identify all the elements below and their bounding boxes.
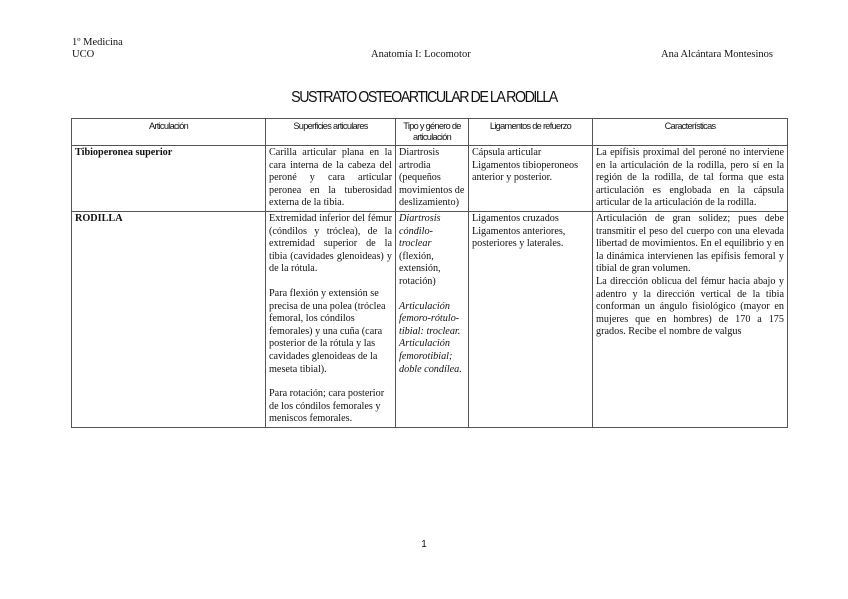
header-subject: Anatomía I: Locomotor bbox=[371, 49, 471, 60]
cell-ligamentos: Ligamentos cruzados Ligamentos anteriores, posteriores y laterales. bbox=[469, 211, 593, 427]
cell-articulacion: Tibioperonea superior bbox=[72, 146, 266, 212]
col-header-caracteristicas: Características bbox=[593, 119, 788, 146]
table-header-row bbox=[72, 119, 788, 146]
cell-superficies: Carilla articular plana en la cara interna de la cabeza del peroné y cara articular peronea en la tuberosidad externa de la tibia. bbox=[266, 146, 396, 212]
caracteristicas-paragraph: La dirección oblicua del fémur hacia abajo y adentro y la dirección vertical de la tibia conforman un ángulo fisiológico (mayor en mujeres que en hombres) de 170 a 175 grados. Recibe el nombre de valgus bbox=[596, 275, 784, 338]
cell-superficies bbox=[266, 211, 396, 427]
tipo-italic: Articulación femoro-rótulo-tibial: troclear. Articulación femorotibial; doble condílea. bbox=[399, 300, 462, 375]
superficies-paragraph: Para flexión y extensión se precisa de una polea (tróclea femoral, los cóndilos femorales) y una cuña (cara posterior de la rótula y las cavidades glenoideas de la meseta tibial). bbox=[269, 287, 386, 375]
header-course: 1º Medicina bbox=[72, 37, 123, 48]
table-row bbox=[72, 211, 788, 427]
superficies-paragraph: Para rotación; cara posterior de los cóndilos femorales y meniscos femorales. bbox=[269, 388, 385, 425]
tipo-italic: Diartrosis cóndilo-troclear bbox=[399, 212, 441, 250]
page-number: 1 bbox=[421, 539, 427, 550]
header-university: UCO bbox=[72, 49, 95, 60]
superficies-paragraph: Extremidad inferior del fémur (cóndilos y tróclea), de la extremidad superior de la tibia (cavidades glenoideas) y de la rótula. bbox=[269, 212, 392, 275]
col-header-ligamentos: Ligamentos de refuerzo bbox=[469, 119, 593, 146]
col-header-tipo: Tipo y género de articulación bbox=[396, 119, 469, 146]
joints-table bbox=[71, 118, 788, 428]
cell-caracteristicas bbox=[593, 211, 788, 427]
tipo-normal: (flexión, extensión, rotación) bbox=[399, 250, 441, 287]
cell-tipo bbox=[396, 211, 469, 427]
cell-caracteristicas: La epífisis proximal del peroné no interviene en la articulación de la rodilla, pero sí en la región de la rodilla, de tal forma que esta articulación es englobada en la cápsula articular de la articulación de la rodilla. bbox=[593, 146, 788, 212]
col-header-superficies: Superficies articulares bbox=[266, 119, 396, 146]
caracteristicas-paragraph: Articulación de gran solidez; pues debe transmitir el peso del cuerpo con una elevada libertad de movimientos. En el equilibrio y en la dinámica intervienen las epífisis femoral y tibial de gran volumen. bbox=[596, 212, 784, 275]
document-title: SUSTRATO OSTEOARTICULAR DE LA RODILLA bbox=[291, 89, 557, 106]
cell-articulacion: RODILLA bbox=[72, 211, 266, 427]
table-row bbox=[72, 146, 788, 212]
cell-ligamentos: Cápsula articular Ligamentos tibioperoneos anterior y posterior. bbox=[469, 146, 593, 212]
col-header-articulacion: Articulación bbox=[72, 119, 266, 146]
header-author: Ana Alcántara Montesinos bbox=[661, 49, 773, 60]
cell-tipo: Diartrosis artrodia (pequeños movimientos de deslizamiento) bbox=[396, 146, 469, 212]
